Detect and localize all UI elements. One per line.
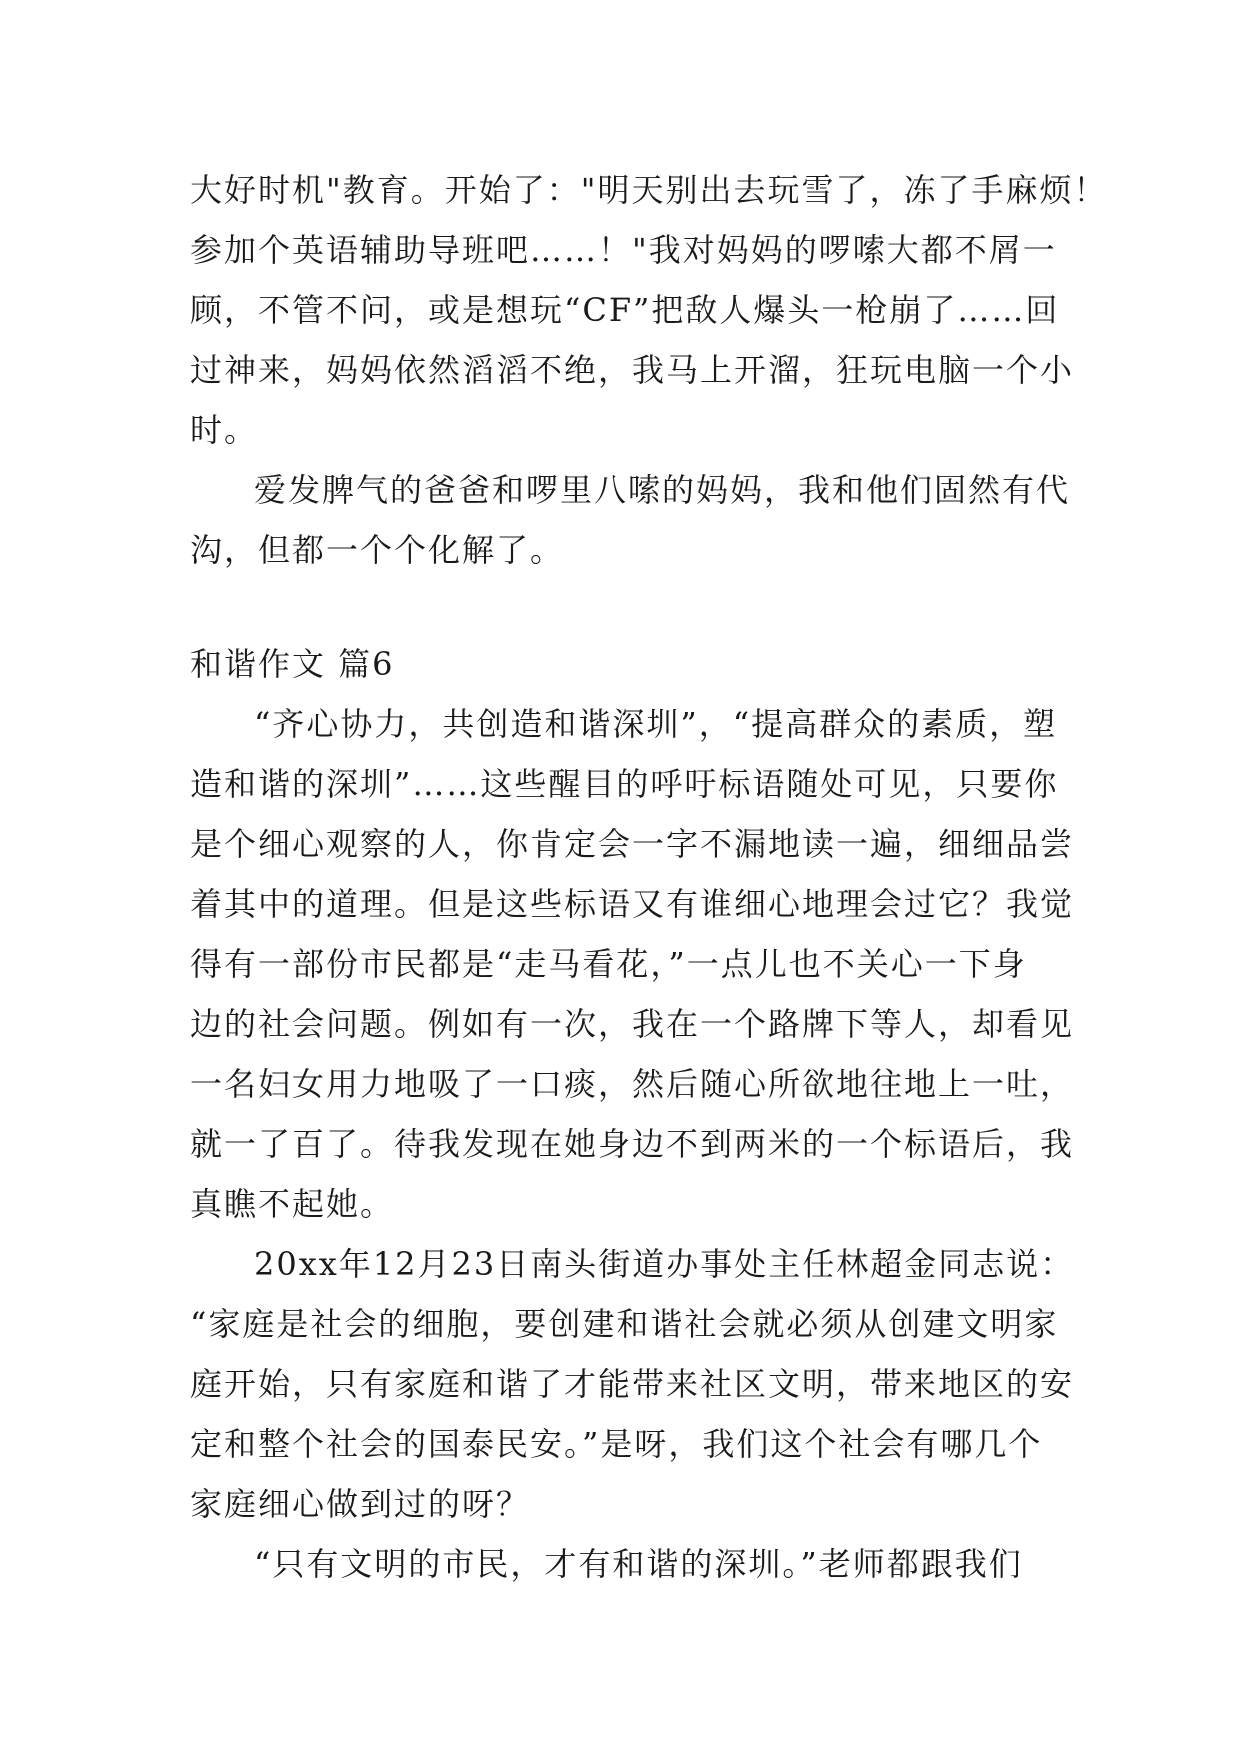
text-line: 大好时机"教育。开始了："明天别出去玩雪了，冻了手麻烦！ — [190, 171, 1108, 209]
text-line: 家庭细心做到过的呀？ — [190, 1485, 531, 1523]
paragraph — [190, 1234, 1075, 1534]
text-line: 沟，但都一个个化解了。 — [190, 531, 565, 569]
text-line: 庭开始，只有家庭和谐了才能带来社区文明，带来地区的安 — [190, 1365, 1075, 1403]
text-line: 得有一部份市民都是“走马看花，”一点儿也不关心一下身 — [190, 945, 1027, 983]
text-line: 20xx年12月23日南头街道办事处主任林超金同志说： — [254, 1245, 1075, 1283]
paragraph — [190, 1534, 1052, 1594]
text-line: 定和整个社会的国泰民安。”是呀，我们这个社会有哪几个 — [190, 1425, 1043, 1463]
paragraph — [190, 460, 1071, 580]
text-line: 爱发脾气的爸爸和啰里八嗦的妈妈，我和他们固然有代 — [254, 471, 1071, 509]
text-line: 着其中的道理。但是这些标语又有谁细心地理会过它？我觉 — [190, 885, 1075, 923]
text-line: “家庭是社会的细胞，要创建和谐社会就必须从创建文明家 — [190, 1305, 1059, 1343]
text-line: “只有文明的市民，才有和谐的深圳。”老师都跟我们 — [254, 1545, 1023, 1583]
text-line: 过神来，妈妈依然滔滔不绝，我马上开溜，狂玩电脑一个小 — [190, 351, 1075, 389]
document-page — [190, 160, 1108, 1594]
text-line: 顾，不管不问，或是想玩“CF”把敌人爆头一枪崩了……回 — [190, 291, 1060, 329]
text-line: “齐心协力，共创造和谐深圳”，“提高群众的素质，塑 — [254, 705, 1058, 743]
paragraph — [190, 160, 1108, 460]
text-line: 是个细心观察的人，你肯定会一字不漏地读一遍，细细品尝 — [190, 825, 1075, 863]
text-line: 真瞧不起她。 — [190, 1185, 395, 1223]
text-line: 就一了百了。待我发现在她身边不到两米的一个标语后，我 — [190, 1125, 1075, 1163]
text-line: 造和谐的深圳”……这些醒目的呼吁标语随处可见，只要你 — [190, 765, 1059, 803]
text-line: 参加个英语辅助导班吧……！"我对妈妈的啰嗦大都不屑一 — [190, 231, 1057, 269]
text-line: 时。 — [190, 411, 259, 449]
section-heading: 和谐作文 篇6 — [190, 645, 395, 683]
text-line: 边的社会问题。例如有一次，我在一个路牌下等人，却看见 — [190, 1005, 1075, 1043]
text-line: 一名妇女用力地吸了一口痰，然后随心所欲地往地上一吐， — [190, 1065, 1075, 1103]
paragraph — [190, 694, 1075, 1234]
